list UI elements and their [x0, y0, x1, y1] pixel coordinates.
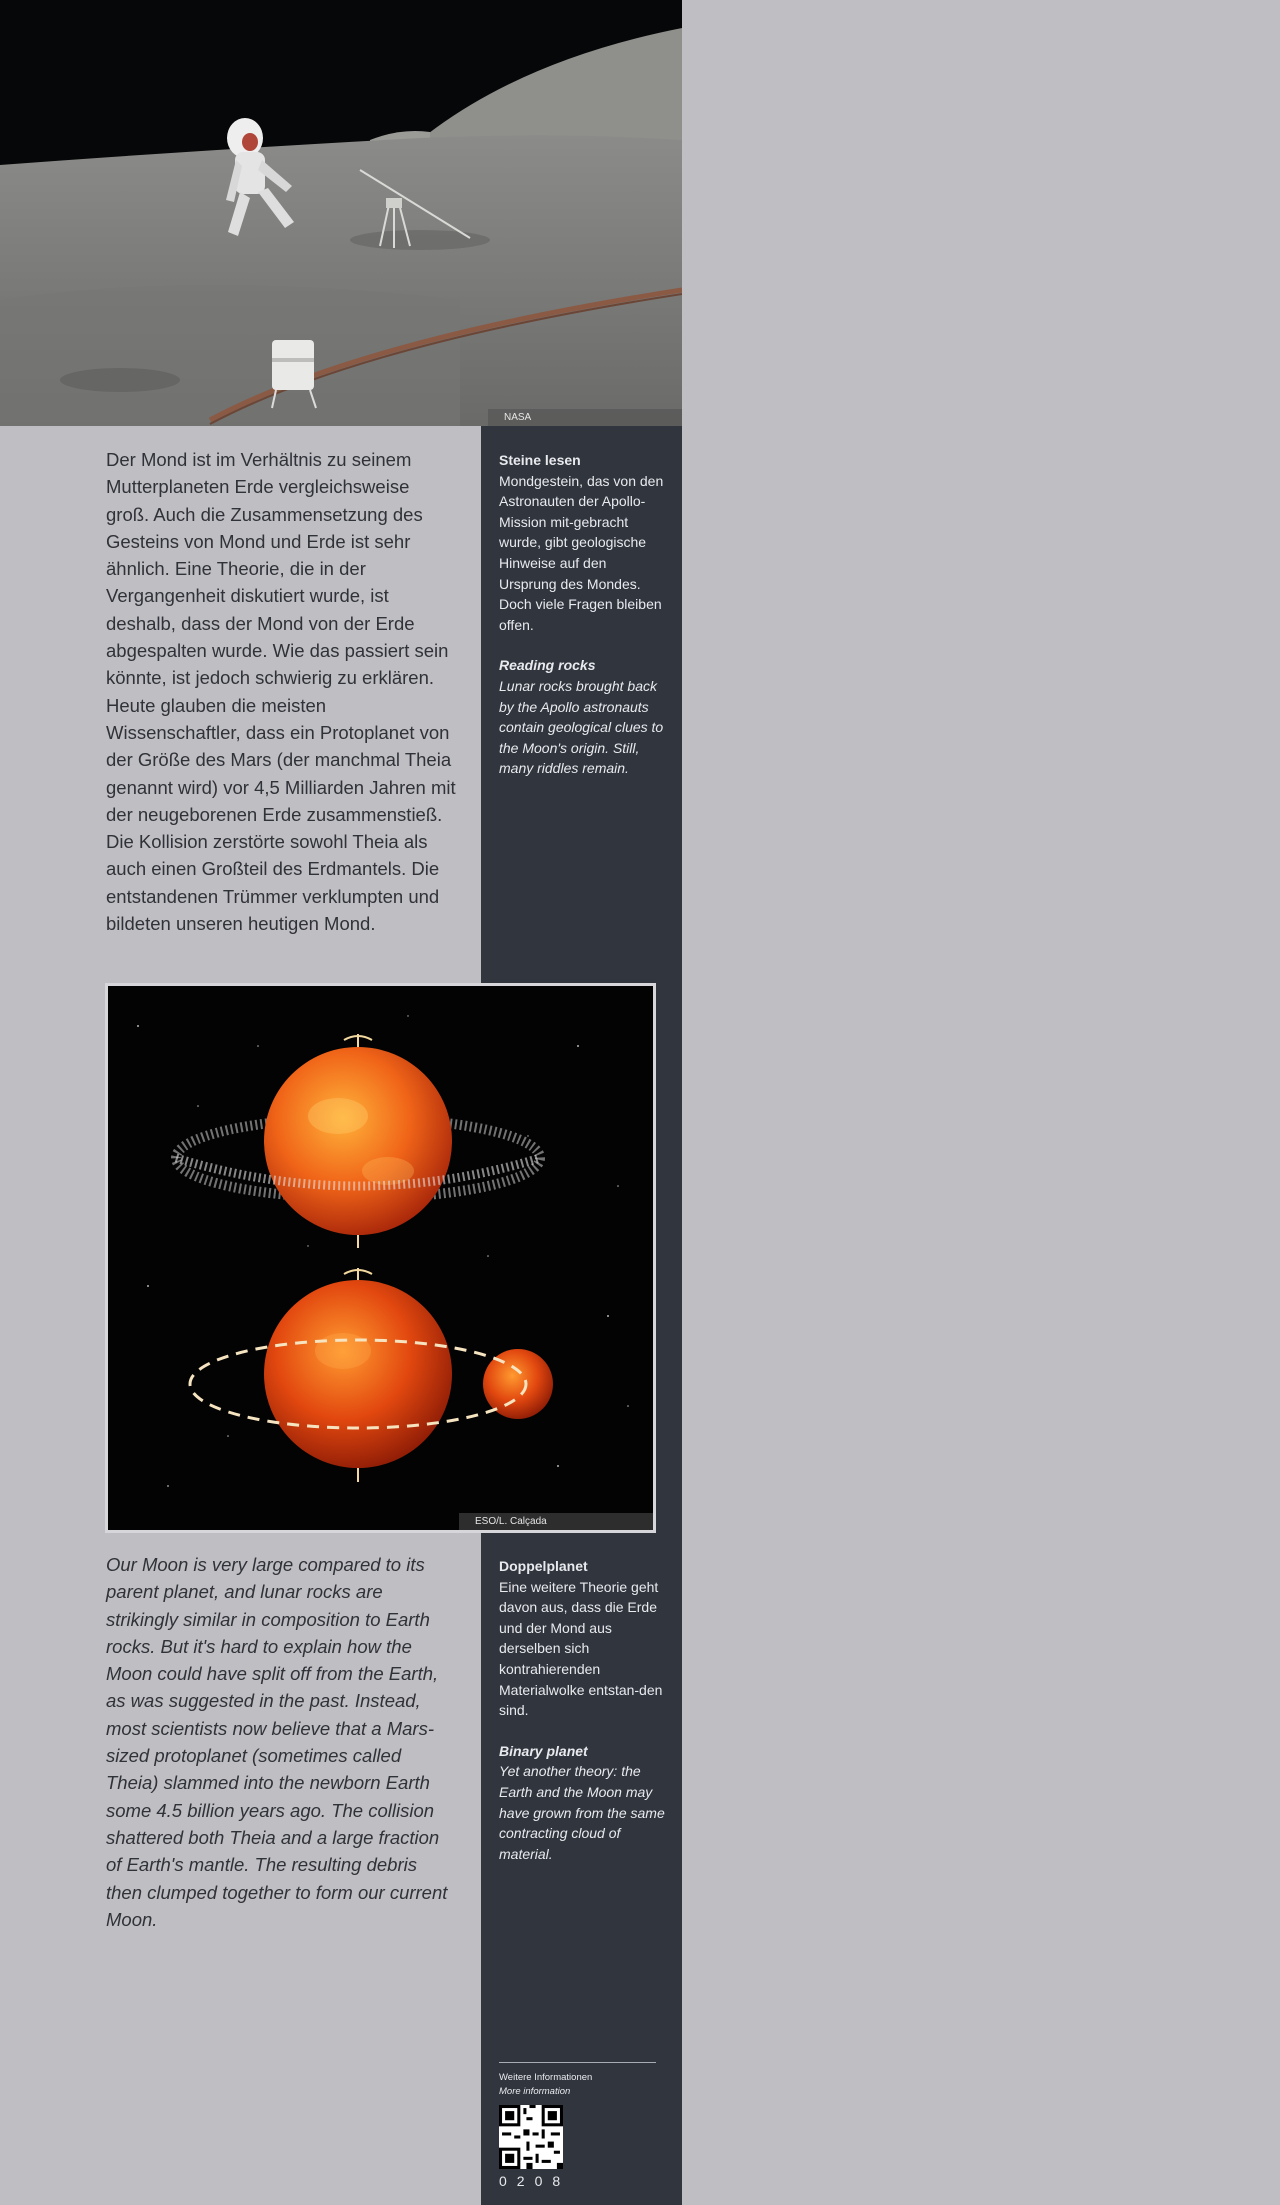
- sidebar-title-en: Binary planet: [499, 1742, 588, 1759]
- planet-formation-diagram: [105, 983, 656, 1533]
- sidebar-title-en: Reading rocks: [499, 657, 596, 674]
- more-info-label-en: More information: [499, 2086, 571, 2097]
- apollo-astronaut-photo: [0, 0, 682, 426]
- sidebar-text-en: Yet another theory: the Earth and the Moon may have grown from the same contracting cloud of material.: [499, 1763, 665, 1862]
- planet-illustration: [108, 986, 653, 1530]
- info-code: 0208: [499, 2173, 571, 2189]
- sidebar-block-reading-rocks: [499, 450, 667, 779]
- more-info-label-de: Weitere Informationen: [499, 2072, 593, 2083]
- sidebar-title-de: Doppelplanet: [499, 1558, 588, 1574]
- sidebar-text-de: Eine weitere Theorie geht davon aus, dass die Erde und der Mond aus derselben sich kontrahierenden Materialwolke entstan-den sind.: [499, 1578, 663, 1719]
- more-information-footer: [499, 2062, 656, 2189]
- qr-code-icon[interactable]: [499, 2105, 563, 2169]
- main-text-de: Der Mond ist im Verhältnis zu seinem Mutterplaneten Erde vergleichsweise groß. Auch die Zusammensetzung des Gesteins von Mond und Erde ist sehr ähnlich. Eine Theorie, die in der Vergangenheit diskutiert wurde, ist deshalb, dass der Mond von der Erde abgespalten wurde. Wie das passiert sein könnte, ist jedoch schwierig zu erklären. Heute glauben die meisten Wissenschaftler, dass ein Protoplanet von der Größe des Mars (der manchmal Theia genannt wird) vor 4,5 Milliarden Jahren mit der neugeborenen Erde zusammenstieß. Die Kollision zerstörte sowohl Theia als auch einen Großteil des Erdmantels. Die entstandenen Trümmer verklumpten und bildeten unseren heutigen Mond.: [106, 449, 456, 935]
- sidebar-title-de: Steine lesen: [499, 452, 581, 468]
- diagram-credit: ESO/L. Calçada: [459, 1513, 653, 1530]
- moon-surface-illustration: [0, 0, 682, 426]
- sidebar-block-binary-planet: [499, 1556, 667, 1864]
- photo-credit: NASA: [488, 409, 682, 426]
- sidebar-text-de: Mondgestein, das von den Astronauten der Apollo-Mission mit-gebracht wurde, gibt geologische Hinweise auf den Ursprung des Mondes. Doch viele Fragen bleiben offen.: [499, 472, 664, 633]
- footer-divider: [499, 2062, 656, 2063]
- main-text-en: Our Moon is very large compared to its parent planet, and lunar rocks are strikingly similar in composition to Earth rocks. But it's hard to explain how the Moon could have split off from the Earth, as was suggested in the past. Instead, most scientists now believe that a Mars-sized protoplanet (sometimes called Theia) slammed into the newborn Earth some 4.5 billion years ago. The collision shattered both Theia and a large fraction of Earth's mantle. The resulting debris then clumped together to form our current Moon.: [106, 1554, 448, 1930]
- sidebar-text-en: Lunar rocks brought back by the Apollo astronauts contain geological clues to the Moon's origin. Still, many riddles remain.: [499, 677, 664, 777]
